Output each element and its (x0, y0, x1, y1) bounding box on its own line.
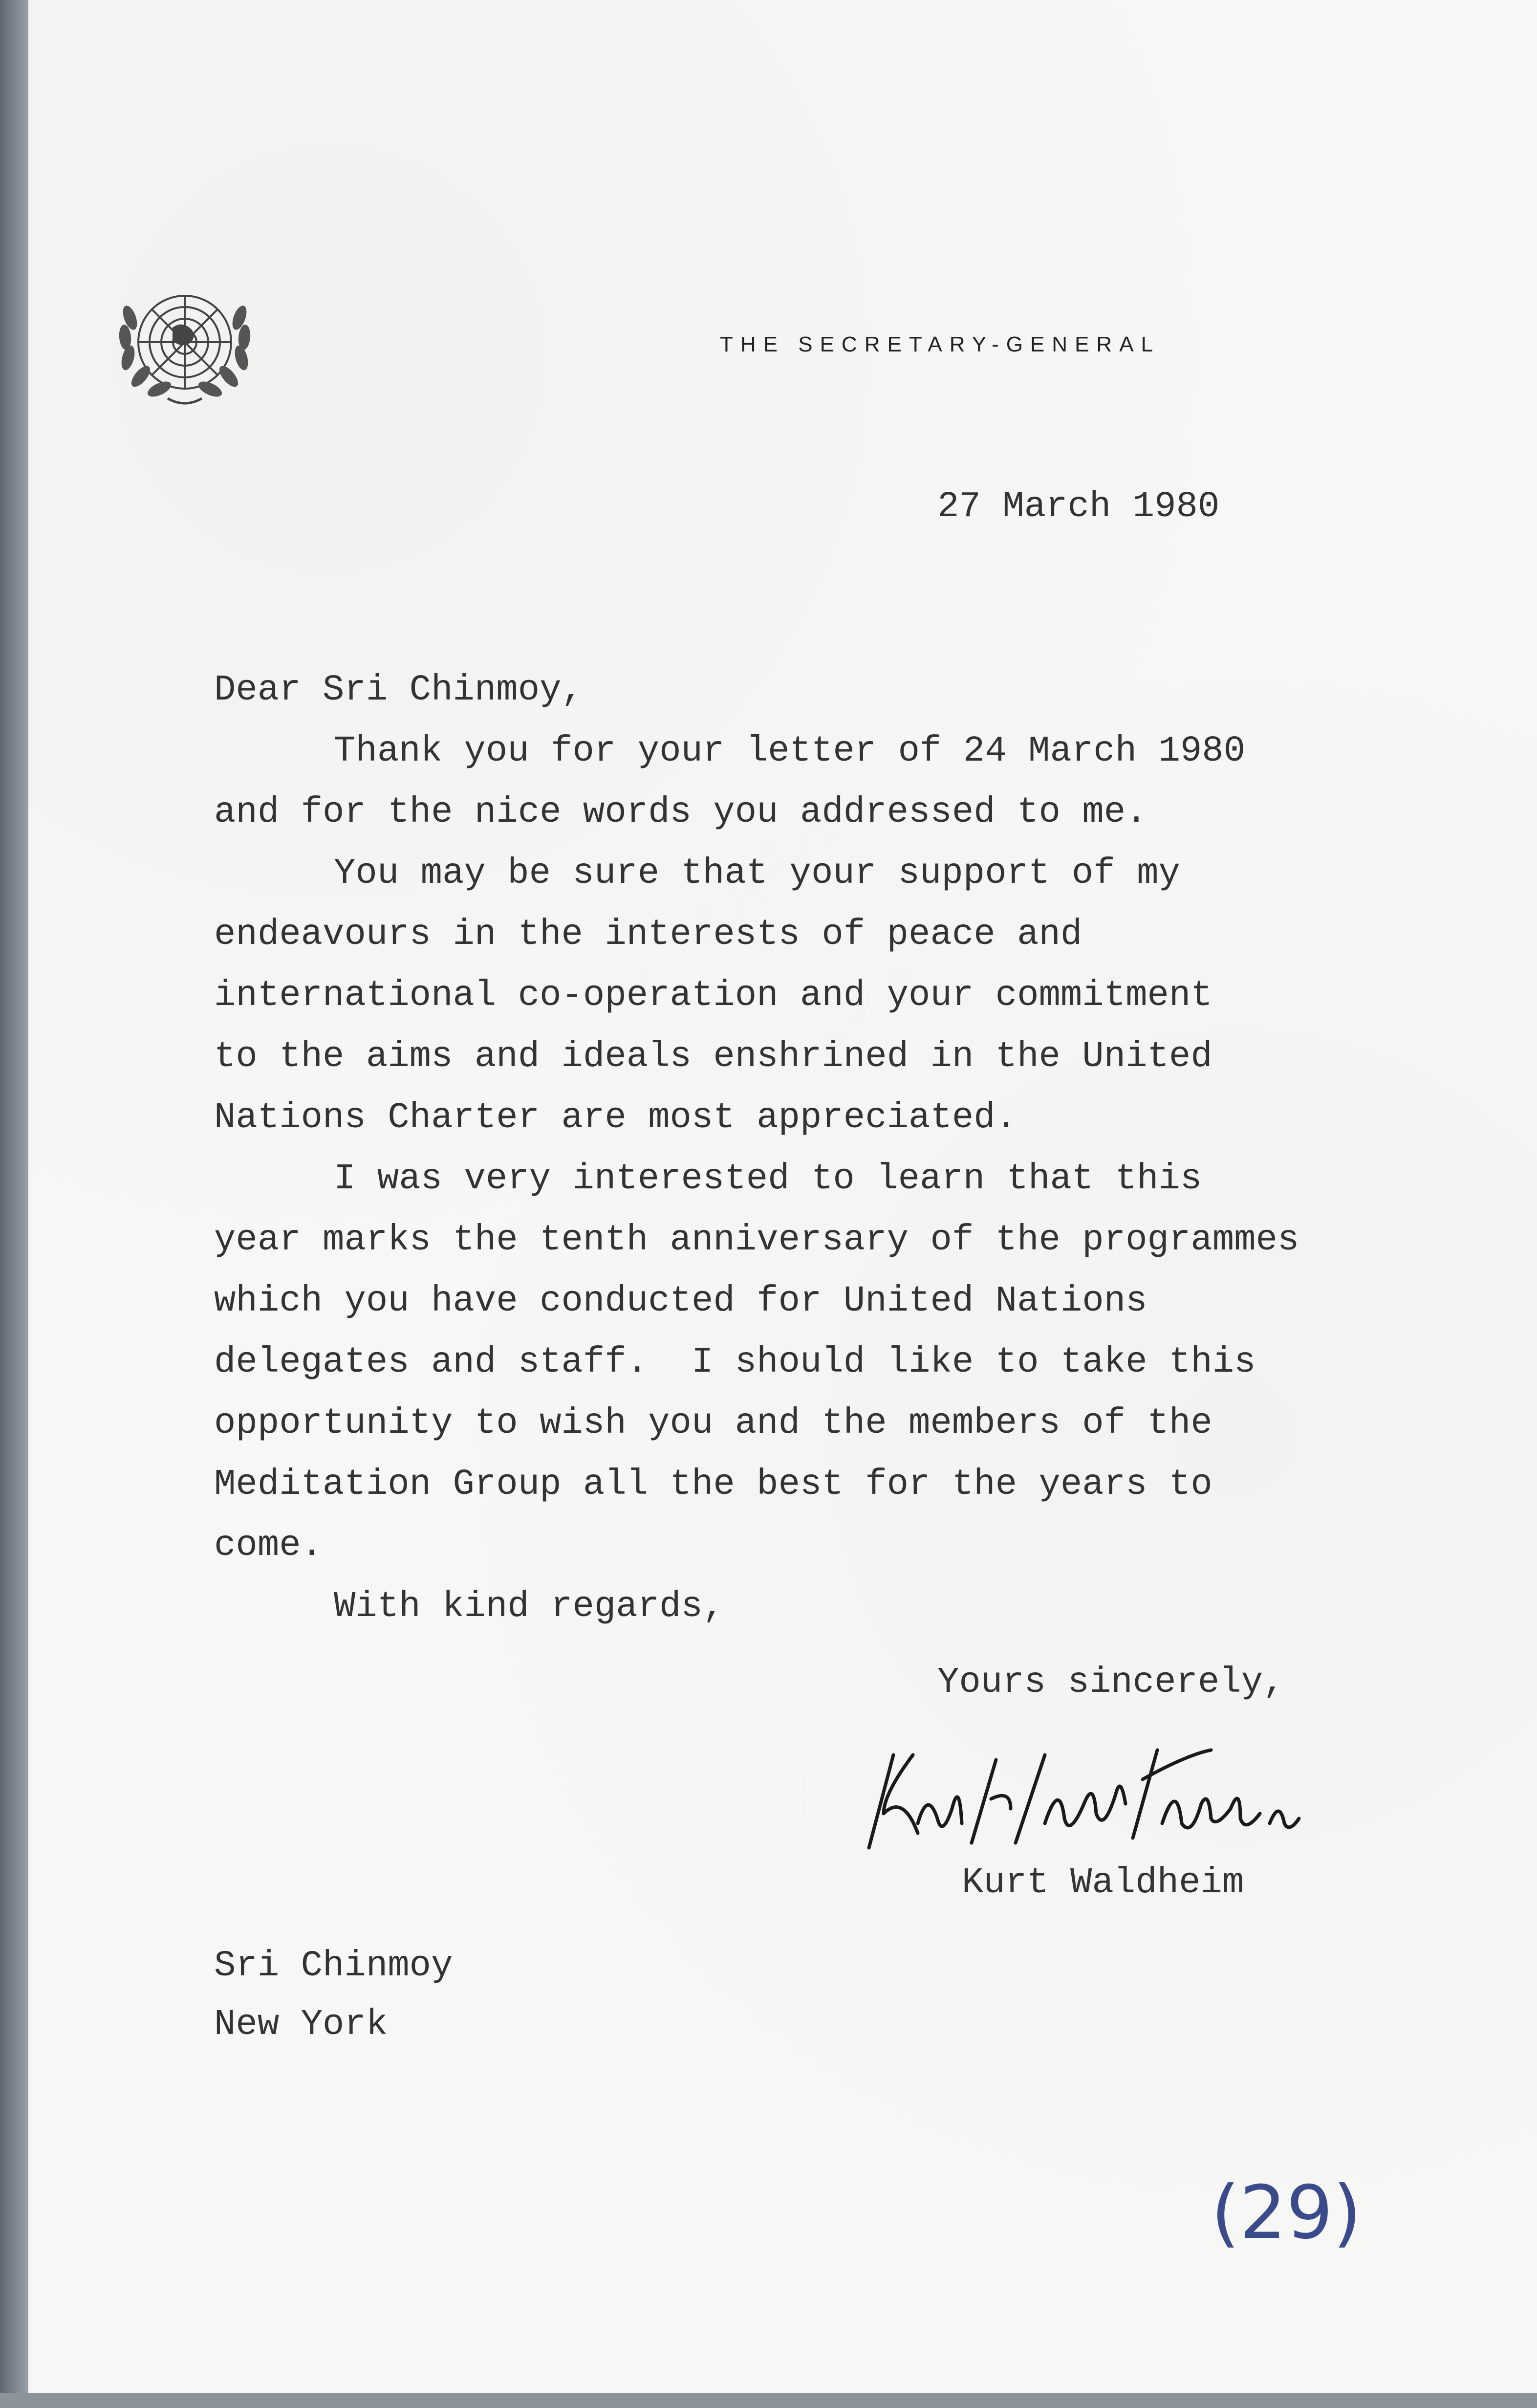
body-line: I was very interested to learn that this (334, 1159, 1202, 1200)
recipient-city: New York (214, 2004, 388, 2045)
body-line: come. (214, 1525, 323, 1566)
signature (840, 1726, 1387, 1872)
salutation: Dear Sri Chinmoy, (214, 670, 583, 711)
letter-date: 27 March 1980 (937, 486, 1220, 527)
signoff: Yours sincerely, (937, 1662, 1285, 1703)
body-line: endeavours in the interests of peace and (214, 914, 1082, 955)
body-line: You may be sure that your support of my (334, 853, 1180, 894)
scan-edge-bottom (0, 2393, 1537, 2408)
body-line: Nations Charter are most appreciated. (214, 1097, 1017, 1138)
scan-edge-left (0, 0, 28, 2408)
letter-page (28, 0, 1537, 2393)
body-line: Thank you for your letter of 24 March 1980 (334, 731, 1246, 772)
body-line: Meditation Group all the best for the years to (214, 1464, 1212, 1505)
closing: With kind regards, (334, 1586, 725, 1627)
body-line: year marks the tenth anniversary of the programmes (214, 1220, 1299, 1261)
body-line: and for the nice words you addressed to me. (214, 792, 1147, 833)
body-line: opportunity to wish you and the members of the (214, 1403, 1212, 1444)
letterhead-title: THE SECRETARY-GENERAL (720, 332, 1161, 356)
signer-name: Kurt Waldheim (962, 1862, 1244, 1904)
body-line: which you have conducted for United Nations (214, 1281, 1147, 1322)
recipient-name: Sri Chinmoy (214, 1946, 453, 1987)
body-line: international co-operation and your commitment (214, 975, 1212, 1016)
un-emblem-icon (87, 274, 282, 420)
handwritten-page-number: (29) (1211, 2170, 1362, 2255)
body-line: to the aims and ideals enshrined in the United (214, 1036, 1212, 1077)
body-line: delegates and staff. I should like to take this (214, 1342, 1256, 1383)
